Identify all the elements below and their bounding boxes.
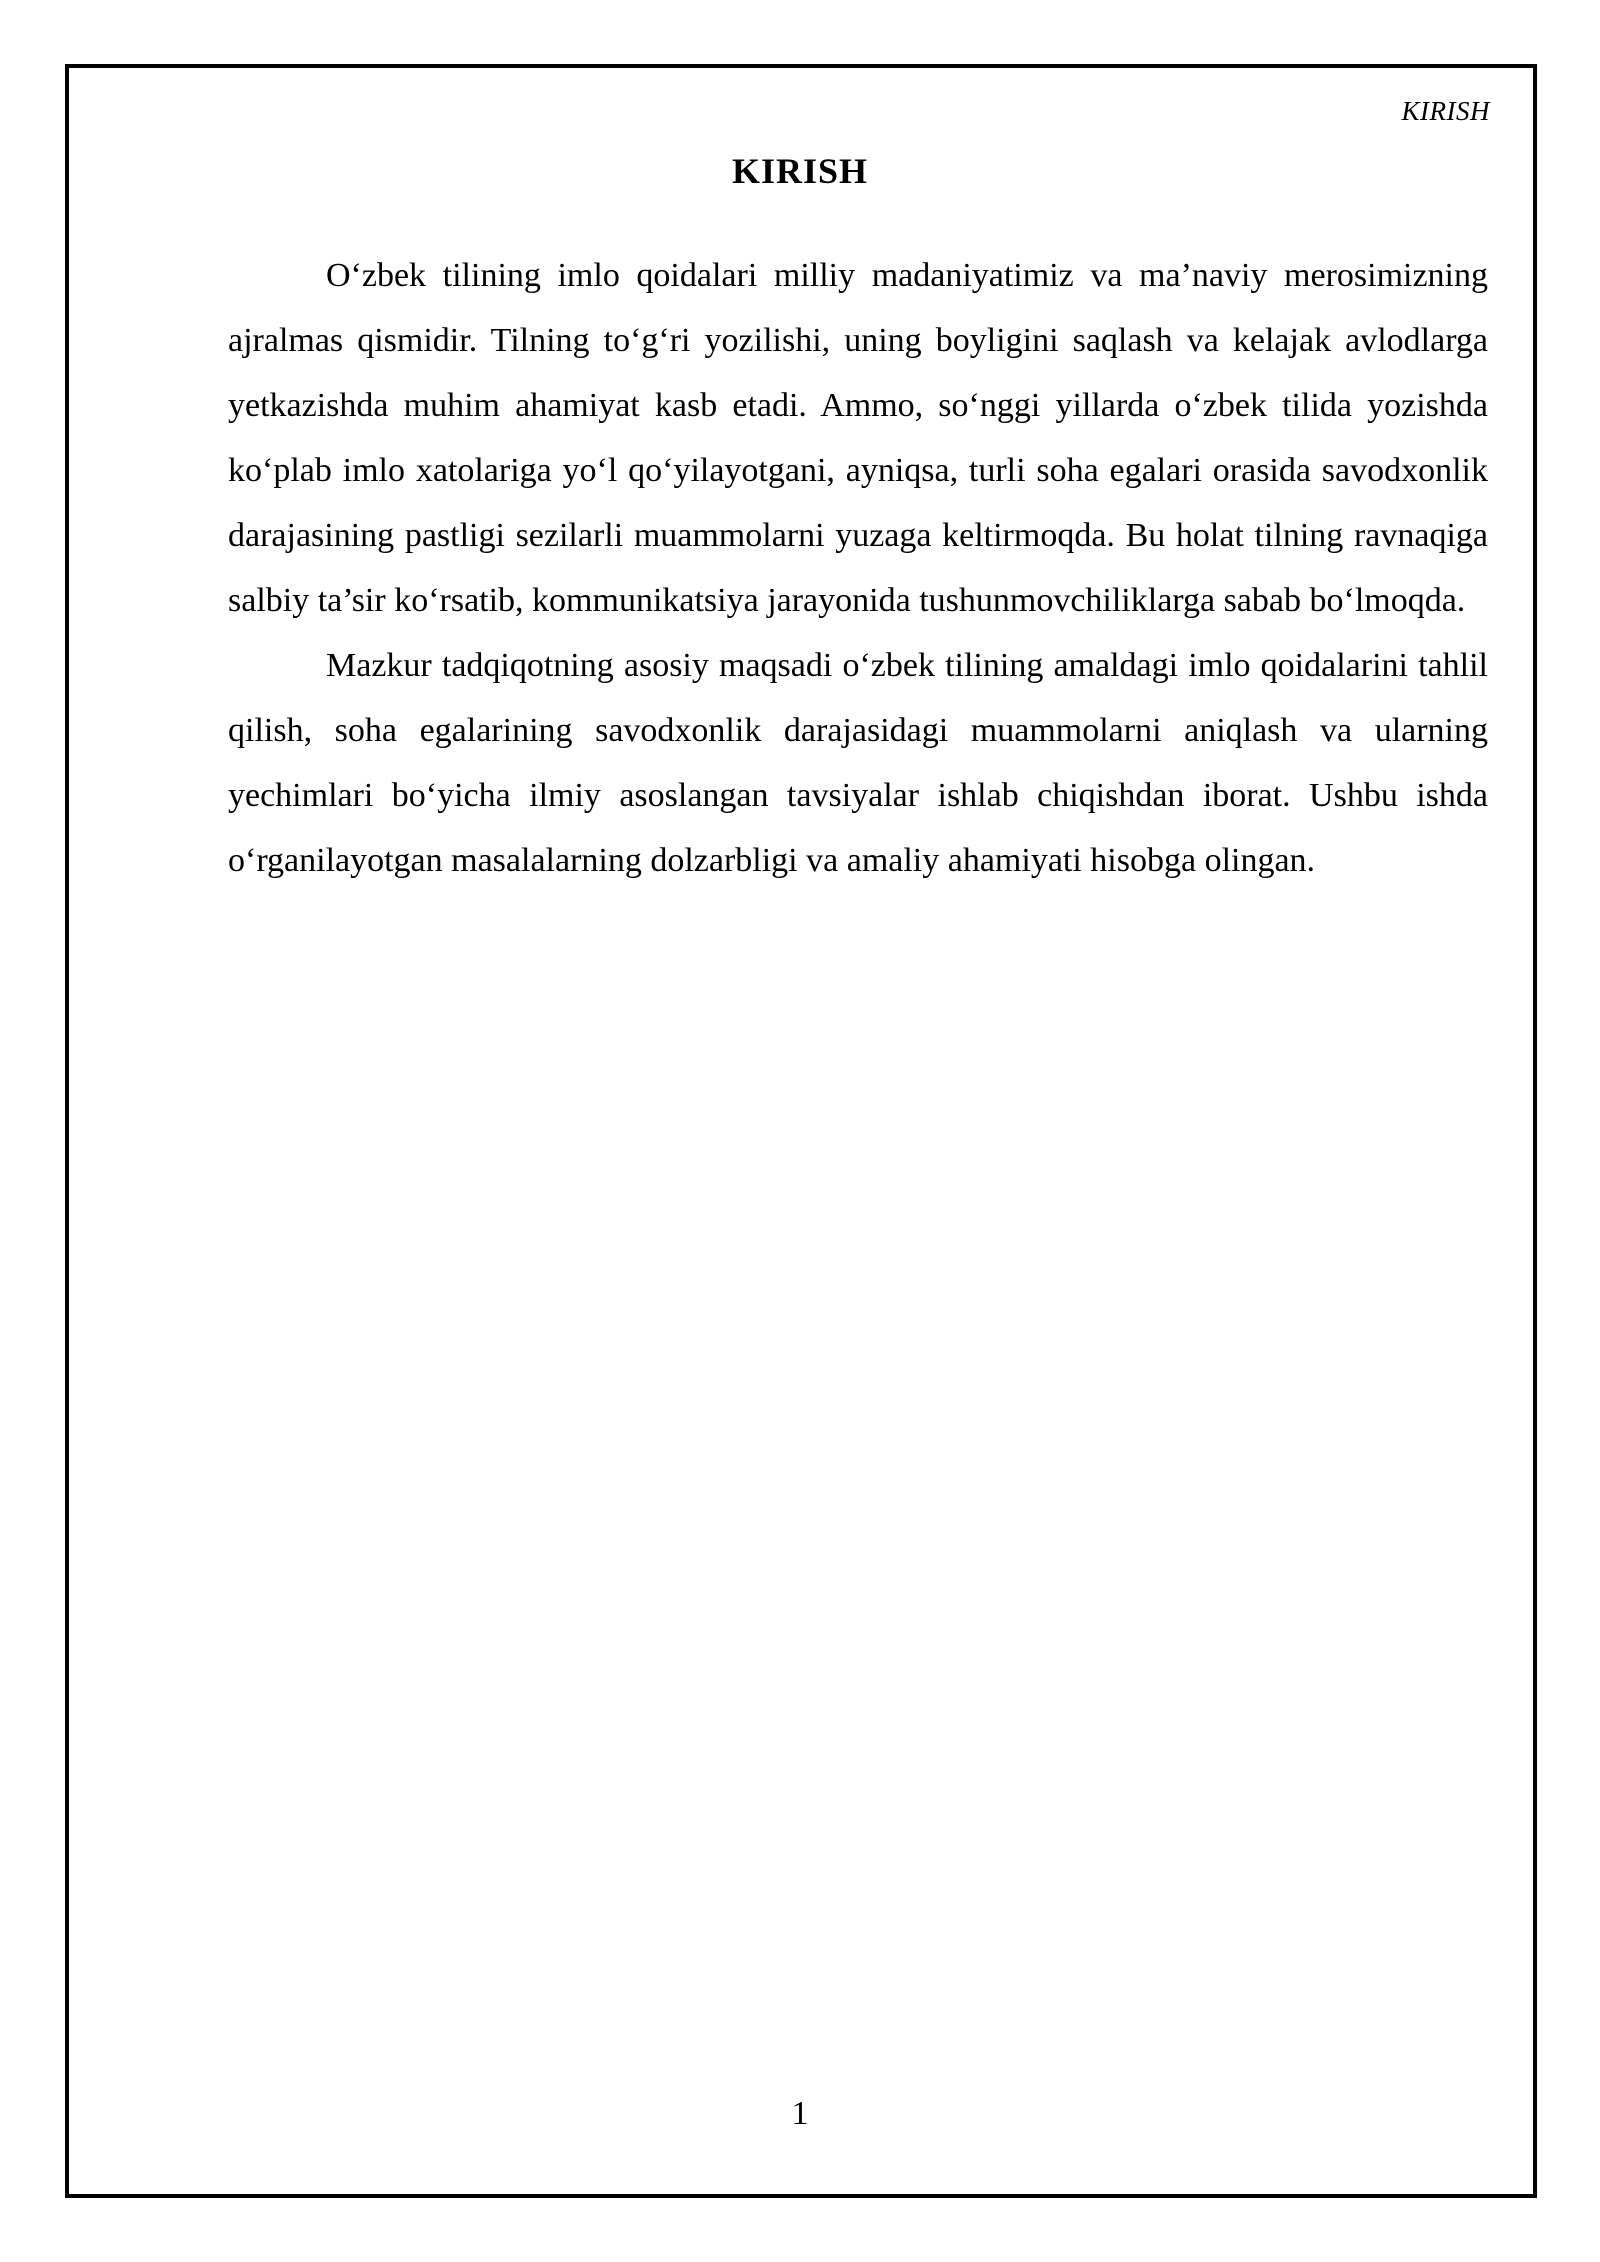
running-header: KIRISH (1401, 96, 1490, 126)
section-title: KIRISH (731, 151, 869, 191)
paragraph-intro: O‘zbek tilining imlo qoidalari milliy madaniyatimiz va ma’naviy merosimizning ajralmas qismidir. Tilning to‘g‘ri yozilishi, uning boyligini saqlash va kelajak avlodlarga yetkazishda muhim ahamiyat kasb etadi. Ammo, so‘nggi yillarda o‘zbek tilida yozishda ko‘plab imlo xatolariga yo‘l qo‘yilayotgani, ayniqsa, turli soha egalari orasida savodxonlik darajasining pastligi sezilarli muammolarni yuzaga keltirmoqda. Bu holat tilning ravnaqiga salbiy ta’sir ko‘rsatib, kommunikatsiya jarayonida tushunmovchiliklarga sabab bo‘lmoqda. (228, 257, 1488, 619)
body-text (228, 243, 1488, 893)
page-number: 1 (791, 2095, 809, 2132)
paragraph-aim: Mazkur tadqiqotning asosiy maqsadi o‘zbek tilining amaldagi imlo qoidalarini tahlil qilish, soha egalarining savodxonlik darajasidagi muammolarni aniqlash va ularning yechimlari bo‘yicha ilmiy asoslangan tavsiyalar ishlab chiqishdan iborat. Ushbu ishda o‘rganilayotgan masalalarning dolzarbligi va amaliy ahamiyati hisobga olingan. (228, 647, 1488, 879)
